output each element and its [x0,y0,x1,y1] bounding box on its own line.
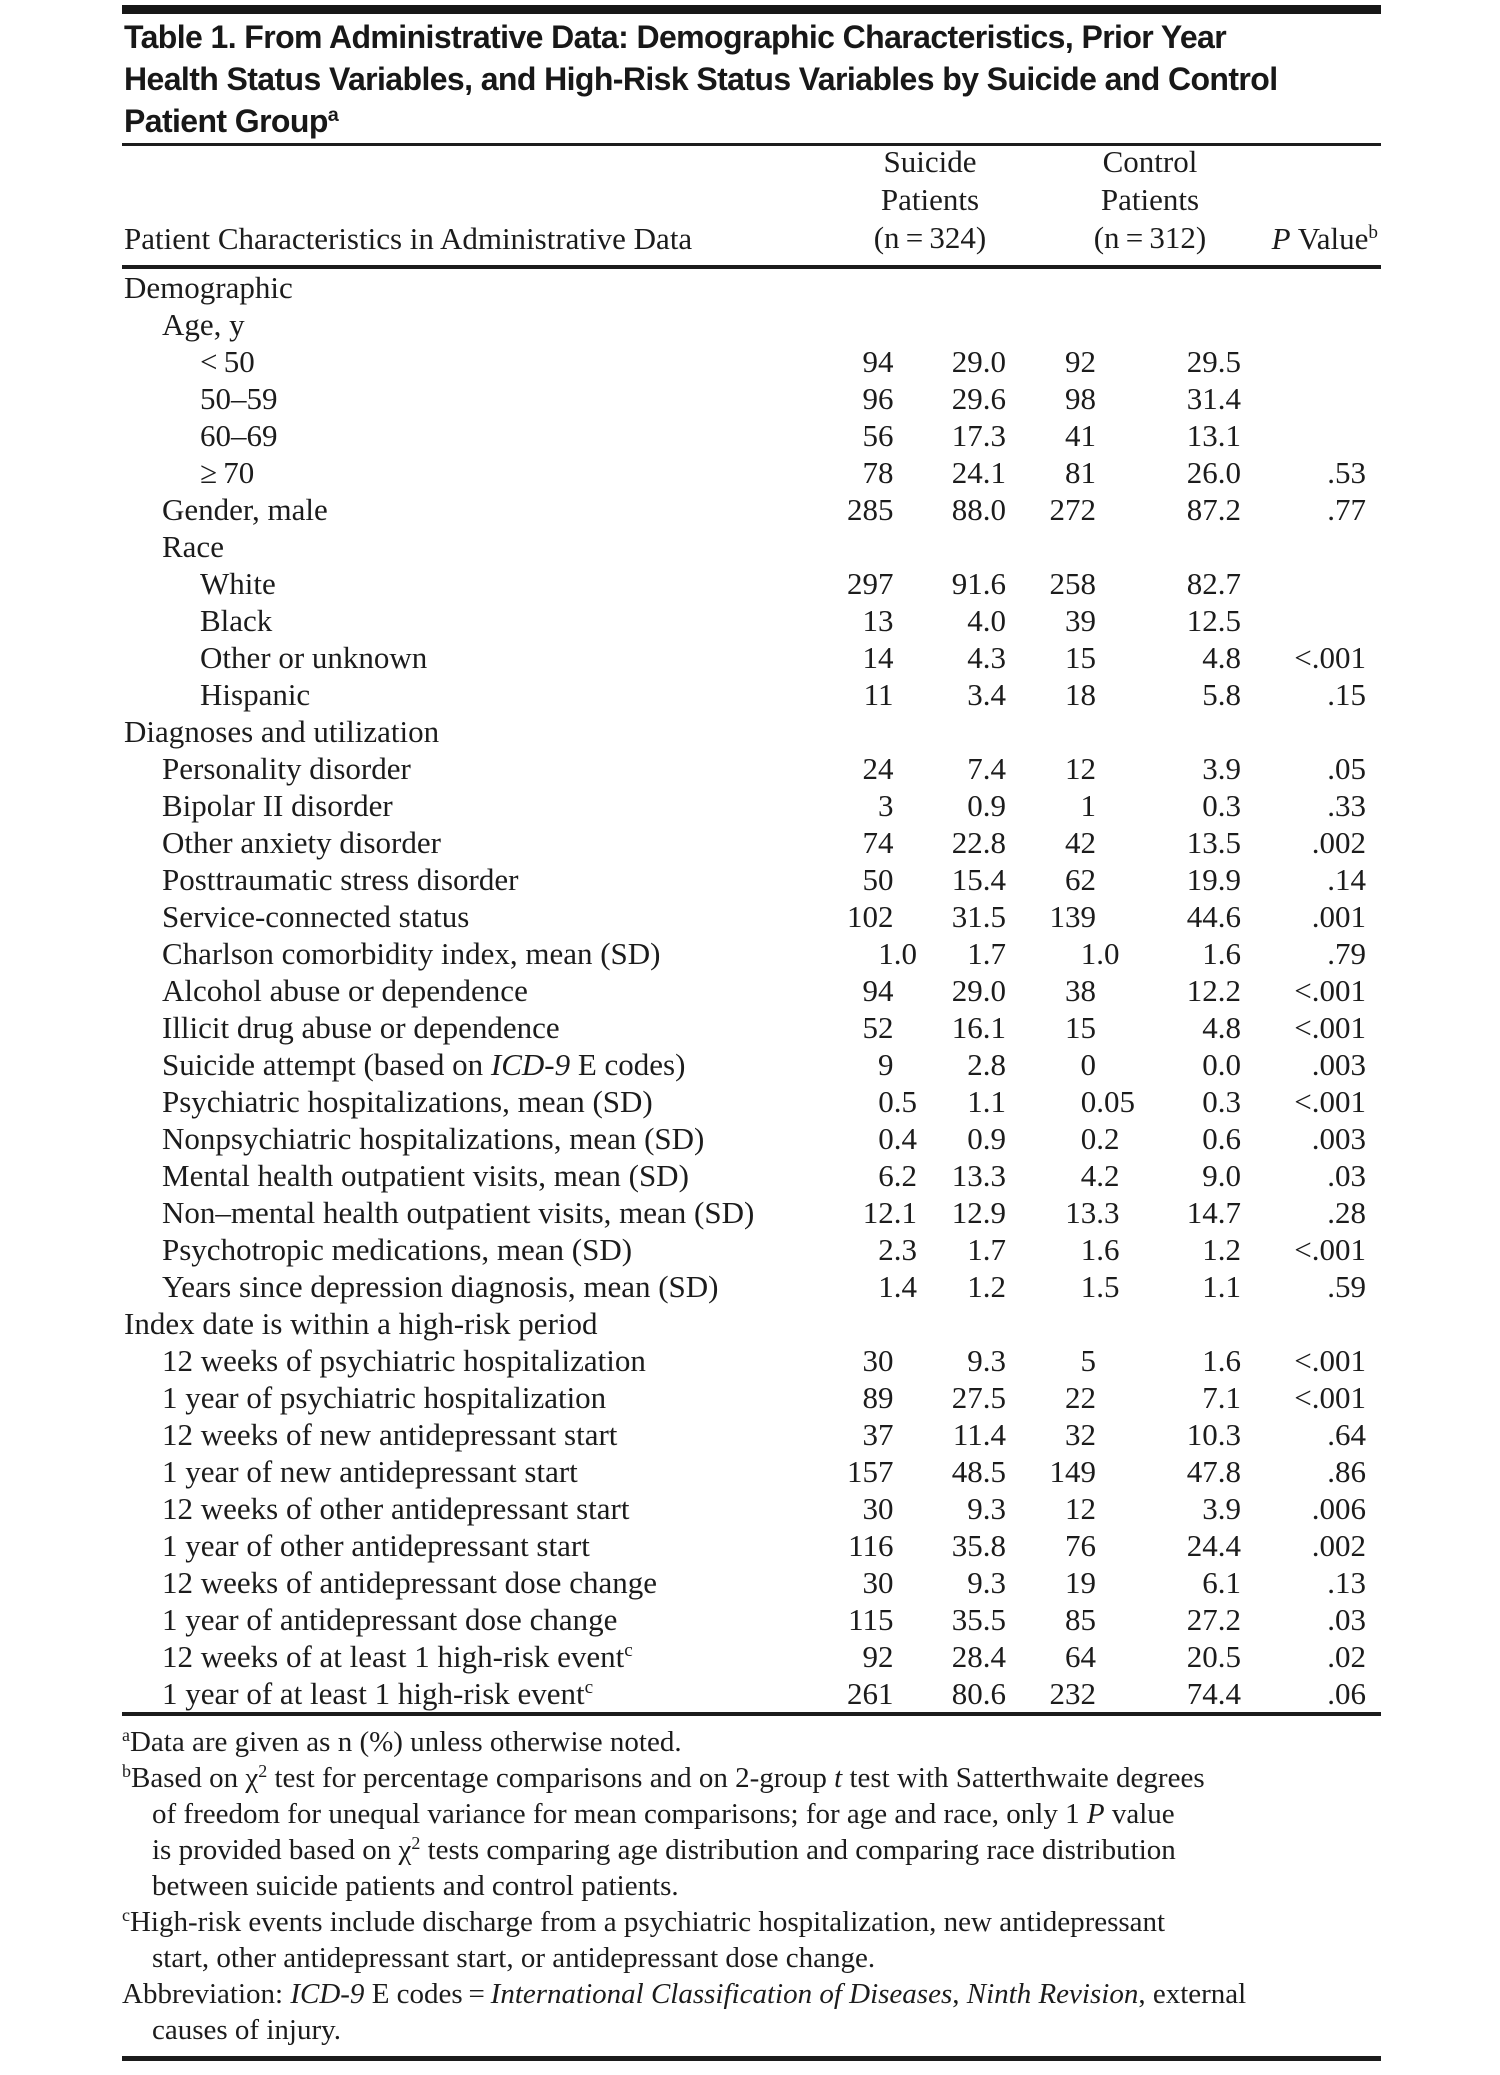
cell-control-pct: 3.9 [1202,1491,1241,1526]
table-row [122,898,1381,935]
cell-control-n: 18 [1065,677,1096,712]
column-header-stub: Patient Characteristics in Administrative Data [124,221,693,256]
row-label: Mental health outpatient visits, mean (SD) [162,1158,689,1193]
row-label: Charlson comorbidity index, mean (SD) [162,936,661,971]
table-row [122,343,1381,380]
cell-control-n: 38 [1065,973,1096,1008]
cell-control-pct: 27.2 [1186,1602,1241,1637]
cell-p-value: .33 [1327,788,1366,823]
cell-suicide-pct: 88.0 [951,492,1006,527]
row-label: 1 year of antidepressant dose change [162,1602,618,1637]
cell-p-value: .64 [1327,1417,1366,1452]
cell-p-value: .03 [1327,1602,1366,1637]
cell-control-n: 1.5 [1080,1269,1120,1304]
cell-suicide-pct: 4.3 [967,640,1006,675]
cell-control-n: 139 [1049,899,1096,934]
cell-control-n: 62 [1065,862,1096,897]
row-label: Black [200,603,273,638]
cell-suicide-n: 12.1 [862,1195,917,1230]
cell-suicide-pct: 2.8 [967,1047,1006,1082]
row-label: Gender, male [162,492,328,527]
cell-suicide-n: 1.0 [878,936,917,971]
footnote: $^b$Based on $\chi^2$ test for percentage comparisons and on 2-group t test with Satterthwaite degrees of freedom for unequal variance for mean comparisons; for age and race, only 1 P value is provided based on $\chi^2$ tests comparing age distribution and comparing race distribution between suicide patients and control patients. [122,1761,1205,1902]
row-label: Suicide attempt (based on ICD-9 E codes) [162,1047,686,1082]
cell-suicide-pct: 11.4 [952,1417,1006,1452]
row-label: Psychiatric hospitalizations, mean (SD) [162,1084,653,1119]
cell-control-n: 92 [1065,344,1096,379]
table-row [122,1490,1381,1527]
cell-p-value: .001 [1311,899,1366,934]
cell-suicide-n: 3 [878,788,894,823]
column-header-suicide-line-3: (n = 324) [873,220,987,255]
cell-p-value: .05 [1327,751,1366,786]
cell-suicide-pct: 80.6 [951,1676,1006,1711]
cell-suicide-pct: 35.8 [951,1528,1006,1563]
table-row [122,1083,1381,1120]
cell-control-n: 4.2 [1080,1158,1120,1193]
row-label: Other or unknown [200,640,428,675]
cell-suicide-pct: 4.0 [967,603,1006,638]
cell-suicide-n: 1.4 [878,1269,917,1304]
table-row [122,602,1381,639]
table-row [122,1046,1381,1083]
body-divider-rule [122,1712,1381,1716]
cell-p-value: .79 [1327,936,1366,971]
cell-control-n: 22 [1065,1380,1096,1415]
footnote: $^a$Data are given as n (%) unless otherwise noted. [122,1725,682,1758]
cell-p-value: .59 [1327,1269,1366,1304]
table-row [122,1194,1381,1231]
cell-control-n: 13.3 [1065,1195,1120,1230]
footnotes [122,1724,1381,2048]
row-label: Alcohol abuse or dependence [162,973,528,1008]
cell-control-pct: 1.6 [1202,1343,1241,1378]
cell-suicide-n: 9 [878,1047,894,1082]
cell-suicide-pct: 35.5 [951,1602,1006,1637]
row-label: Index date is within a high-risk period [124,1306,598,1341]
cell-suicide-pct: 29.0 [951,344,1006,379]
cell-suicide-pct: 31.5 [951,899,1006,934]
cell-suicide-pct: 1.7 [967,1232,1006,1267]
cell-control-pct: 20.5 [1186,1639,1241,1674]
cell-p-value: .003 [1311,1047,1366,1082]
cell-control-pct: 74.4 [1186,1676,1241,1711]
cell-control-n: 149 [1049,1454,1096,1489]
cell-suicide-n: 74 [862,825,894,860]
cell-suicide-n: 6.2 [878,1158,917,1193]
table-row [122,1601,1381,1638]
cell-suicide-n: 285 [847,492,894,527]
cell-p-value: .13 [1327,1565,1366,1600]
cell-suicide-pct: 91.6 [951,566,1006,601]
cell-suicide-pct: 22.8 [951,825,1006,860]
row-label: Race [162,529,224,564]
table-row [122,639,1381,676]
cell-suicide-pct: 24.1 [951,455,1006,490]
table-row [122,269,1381,306]
cell-suicide-n: 24 [862,751,894,786]
row-label: 1 year of psychiatric hospitalization [162,1380,607,1415]
cell-control-pct: 0.3 [1202,788,1241,823]
cell-control-pct: 4.8 [1202,640,1241,675]
column-header-control [1042,143,1258,257]
row-label: Demographic [124,270,293,305]
cell-suicide-n: 30 [862,1565,894,1600]
cell-p-value: .02 [1327,1639,1366,1674]
cell-suicide-pct: 7.4 [967,751,1006,786]
cell-control-pct: 29.5 [1186,344,1241,379]
cell-suicide-pct: 12.9 [951,1195,1006,1230]
cell-p-value: <.001 [1294,1084,1366,1119]
cell-control-pct: 14.7 [1186,1195,1241,1230]
cell-suicide-pct: 48.5 [951,1454,1006,1489]
footnote: Abbreviation: ICD-9 E codes = International Classification of Diseases, Ninth Revision, external causes of injury. [122,1978,1247,2046]
cell-suicide-n: 11 [863,677,894,712]
cell-suicide-n: 78 [862,455,894,490]
cell-control-n: 0.2 [1080,1121,1120,1156]
table-row [122,1268,1381,1305]
cell-control-pct: 4.8 [1202,1010,1241,1045]
table-row [122,565,1381,602]
cell-p-value: .003 [1311,1121,1366,1156]
cell-control-pct: 0.3 [1202,1084,1241,1119]
cell-control-n: 1 [1080,788,1096,823]
cell-suicide-pct: 27.5 [951,1380,1006,1415]
cell-suicide-n: 50 [862,862,894,897]
cell-p-value: <.001 [1294,1380,1366,1415]
cell-suicide-n: 94 [862,344,894,379]
row-label: Hispanic [200,677,311,712]
cell-p-value: .002 [1311,825,1366,860]
cell-p-value: .002 [1311,1528,1366,1563]
table-row [122,380,1381,417]
cell-control-n: 76 [1065,1528,1096,1563]
document [122,0,1381,2075]
cell-control-n: 5 [1080,1343,1096,1378]
cell-p-value: .03 [1327,1158,1366,1193]
table-row [122,1638,1381,1675]
table-title [124,16,1383,142]
cell-control-n: 0.05 [1080,1084,1135,1119]
row-label: 12 weeks of antidepressant dose change [162,1565,657,1600]
table-row [122,528,1381,565]
column-header-suicide-line-2: Patients [880,182,980,217]
table-row [122,1342,1381,1379]
cell-suicide-pct: 17.3 [951,418,1006,453]
cell-p-value: <.001 [1294,1343,1366,1378]
table-row [122,1305,1381,1342]
cell-suicide-n: 30 [862,1343,894,1378]
table-row [122,306,1381,343]
cell-suicide-n: 115 [848,1602,894,1637]
table-title-line-2: Health Status Variables, and High-Risk Status Variables by Suicide and Control [124,61,1278,97]
cell-control-n: 0 [1080,1047,1096,1082]
table-row [122,972,1381,1009]
cell-p-value: <.001 [1294,1232,1366,1267]
cell-suicide-pct: 9.3 [967,1565,1006,1600]
table-row [122,1231,1381,1268]
cell-control-n: 81 [1065,455,1096,490]
cell-suicide-n: 2.3 [878,1232,917,1267]
row-label: Service-connected status [162,899,470,934]
row-label: Psychotropic medications, mean (SD) [162,1232,633,1267]
cell-control-pct: 1.1 [1202,1269,1241,1304]
cell-control-pct: 7.1 [1202,1380,1241,1415]
cell-control-n: 12 [1065,751,1096,786]
cell-control-pct: 5.8 [1202,677,1241,712]
column-header-suicide [822,143,1038,257]
cell-suicide-pct: 0.9 [967,788,1006,823]
cell-control-pct: 13.5 [1186,825,1241,860]
cell-suicide-n: 14 [862,640,894,675]
table-row [122,1564,1381,1601]
bottom-rule [122,2056,1381,2061]
row-label: < 50 [200,344,255,379]
cell-control-n: 85 [1065,1602,1096,1637]
cell-control-n: 258 [1049,566,1096,601]
cell-control-n: 232 [1049,1676,1096,1711]
cell-suicide-n: 96 [862,381,894,416]
row-label: Illicit drug abuse or dependence [162,1010,560,1045]
row-label: 60–69 [200,418,278,453]
cell-suicide-n: 56 [862,418,894,453]
cell-control-pct: 1.6 [1202,936,1241,971]
cell-control-n: 64 [1065,1639,1096,1674]
cell-suicide-pct: 29.0 [951,973,1006,1008]
cell-control-n: 12 [1065,1491,1096,1526]
row-label: Years since depression diagnosis, mean (SD) [162,1269,719,1304]
cell-control-n: 1.6 [1080,1232,1120,1267]
table-row [122,1527,1381,1564]
table-row [122,713,1381,750]
cell-control-pct: 26.0 [1186,455,1241,490]
cell-p-value: .28 [1327,1195,1366,1230]
table-body [122,269,1381,1712]
cell-control-pct: 44.6 [1186,899,1241,934]
row-label: Nonpsychiatric hospitalizations, mean (SD) [162,1121,705,1156]
column-header-control-line-3: (n = 312) [1093,220,1207,255]
cell-suicide-n: 37 [862,1417,894,1452]
row-label: Age, y [162,307,245,342]
cell-control-pct: 19.9 [1186,862,1241,897]
cell-suicide-n: 89 [862,1380,894,1415]
cell-suicide-n: 0.5 [878,1084,917,1119]
cell-control-n: 42 [1065,825,1096,860]
table-row [122,1675,1381,1712]
table-row [122,1453,1381,1490]
cell-suicide-pct: 0.9 [967,1121,1006,1156]
cell-suicide-n: 297 [847,566,894,601]
row-label: 12 weeks of new antidepressant start [162,1417,618,1452]
cell-p-value: .53 [1327,455,1366,490]
cell-suicide-pct: 28.4 [951,1639,1006,1674]
table-row [122,824,1381,861]
row-label: White [200,566,276,601]
table-row [122,491,1381,528]
cell-control-pct: 6.1 [1202,1565,1241,1600]
cell-control-n: 1.0 [1080,936,1120,971]
cell-p-value: .06 [1327,1676,1366,1711]
table-row [122,1120,1381,1157]
footnote: $^c$High-risk events include discharge from a psychiatric hospitalization, new antidepressant start, other antidepressant start, or antidepressant dose change. [122,1905,1166,1974]
table-row [122,935,1381,972]
table-row [122,417,1381,454]
cell-p-value: <.001 [1294,973,1366,1008]
table-row [122,787,1381,824]
row-label: 12 weeks of at least 1 high-risk event$^c$ [162,1639,633,1674]
row-label: 12 weeks of other antidepressant start [162,1491,630,1526]
row-label: 1 year of new antidepressant start [162,1454,578,1489]
cell-control-n: 15 [1065,1010,1096,1045]
row-label: 12 weeks of psychiatric hospitalization [162,1343,646,1378]
cell-p-value: <.001 [1294,640,1366,675]
table-row [122,1379,1381,1416]
cell-suicide-n: 116 [848,1528,894,1563]
cell-control-pct: 13.1 [1186,418,1241,453]
row-label: 50–59 [200,381,278,416]
cell-p-value: .006 [1311,1491,1366,1526]
column-header-pvalue: P Value$^b$ [1271,221,1378,256]
row-label: Posttraumatic stress disorder [162,862,519,897]
table-row [122,861,1381,898]
cell-suicide-n: 157 [847,1454,894,1489]
cell-control-pct: 24.4 [1186,1528,1241,1563]
cell-suicide-pct: 9.3 [967,1491,1006,1526]
cell-control-pct: 12.5 [1186,603,1241,638]
table-title-line-1: Table 1. From Administrative Data: Demographic Characteristics, Prior Year [124,19,1227,55]
cell-suicide-pct: 16.1 [951,1010,1006,1045]
cell-suicide-n: 94 [862,973,894,1008]
cell-control-pct: 1.2 [1202,1232,1241,1267]
cell-suicide-pct: 9.3 [967,1343,1006,1378]
row-label: Other anxiety disorder [162,825,441,860]
table-row [122,454,1381,491]
cell-control-n: 272 [1049,492,1096,527]
cell-suicide-n: 30 [862,1491,894,1526]
cell-control-pct: 87.2 [1186,492,1241,527]
cell-suicide-pct: 1.1 [967,1084,1006,1119]
column-header-control-line-1: Control [1102,144,1198,179]
cell-suicide-pct: 1.2 [967,1269,1006,1304]
cell-control-n: 32 [1065,1417,1096,1452]
table-title-line-3: Patient Group$^a$ [124,103,339,139]
cell-suicide-n: 92 [862,1639,894,1674]
cell-control-n: 98 [1065,381,1096,416]
table-row [122,1157,1381,1194]
cell-suicide-pct: 1.7 [967,936,1006,971]
cell-suicide-pct: 3.4 [967,677,1006,712]
cell-control-pct: 10.3 [1186,1417,1241,1452]
cell-control-pct: 9.0 [1202,1158,1241,1193]
cell-p-value: .77 [1327,492,1366,527]
cell-control-pct: 82.7 [1186,566,1241,601]
cell-suicide-n: 102 [847,899,894,934]
table-row [122,750,1381,787]
column-header-control-line-2: Patients [1100,182,1200,217]
cell-control-pct: 31.4 [1186,381,1241,416]
cell-control-pct: 0.6 [1202,1121,1241,1156]
table-row [122,676,1381,713]
cell-control-pct: 47.8 [1186,1454,1241,1489]
cell-suicide-n: 261 [847,1676,894,1711]
cell-control-n: 15 [1065,640,1096,675]
row-label: ≥ 70 [200,455,255,490]
row-label: 1 year of other antidepressant start [162,1528,590,1563]
cell-control-pct: 3.9 [1202,751,1241,786]
cell-suicide-pct: 15.4 [951,862,1006,897]
cell-suicide-n: 52 [862,1010,894,1045]
cell-p-value: <.001 [1294,1010,1366,1045]
row-label: Diagnoses and utilization [124,714,440,749]
table-row [122,1416,1381,1453]
cell-control-pct: 0.0 [1202,1047,1241,1082]
cell-suicide-pct: 29.6 [951,381,1006,416]
cell-p-value: .14 [1327,862,1366,897]
table-row [122,1009,1381,1046]
cell-suicide-n: 13 [862,603,894,638]
cell-suicide-n: 0.4 [878,1121,917,1156]
row-label: Personality disorder [162,751,411,786]
cell-control-n: 41 [1065,418,1096,453]
top-rule [122,5,1381,14]
cell-control-pct: 12.2 [1186,973,1241,1008]
table-header [122,146,1381,265]
row-label: Bipolar II disorder [162,788,393,823]
cell-p-value: .15 [1327,677,1366,712]
column-header-suicide-line-1: Suicide [883,144,977,179]
cell-control-n: 19 [1065,1565,1096,1600]
row-label: Non–mental health outpatient visits, mean (SD) [162,1195,755,1230]
cell-suicide-pct: 13.3 [951,1158,1006,1193]
cell-control-n: 39 [1065,603,1096,638]
cell-p-value: .86 [1327,1454,1366,1489]
row-label: 1 year of at least 1 high-risk event$^c$ [162,1676,594,1711]
